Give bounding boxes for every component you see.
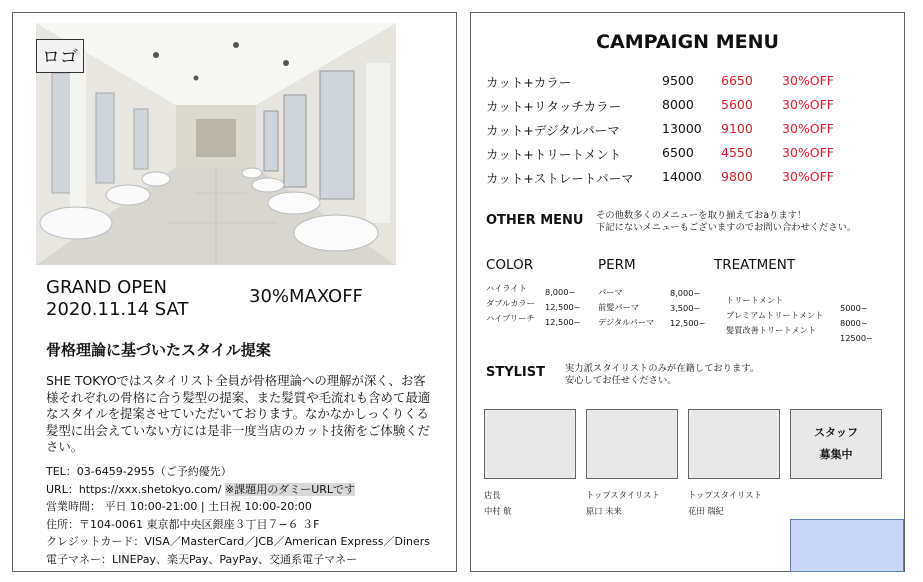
perm-heading: PERM <box>598 257 636 273</box>
campaign-item-price: 14000 <box>662 169 702 184</box>
campaign-item-sale: 5600 <box>721 97 753 112</box>
logo-placeholder: ロゴ <box>36 39 84 73</box>
treatment-item: トリートメント <box>726 295 784 305</box>
grand-open-heading <box>46 277 188 321</box>
flyer-front <box>12 12 457 572</box>
other-menu-heading: OTHER MENU <box>486 213 584 228</box>
staff-recruit-box <box>790 409 882 479</box>
stylist-note <box>565 363 759 387</box>
campaign-item-sale: 4550 <box>721 145 753 160</box>
campaign-item-sale: 9800 <box>721 169 753 184</box>
campaign-item-off: 30%OFF <box>782 169 835 184</box>
color-heading: COLOR <box>486 257 534 273</box>
treatment-items <box>726 293 823 338</box>
staff-photo-placeholder <box>484 409 576 479</box>
stylist-note-line: 実力派スタイリストのみが在籍しております。 <box>565 363 760 374</box>
staff-caption <box>484 487 512 519</box>
url-note: ※課題用のダミーURLです <box>225 482 356 496</box>
hours-line: 営業時間： 平日 10:00-21:00 | 土日祝 10:00-20:00 <box>46 500 312 513</box>
color-prices <box>545 285 581 330</box>
treatment-heading: TREATMENT <box>714 257 796 273</box>
campaign-item-off: 30%OFF <box>782 97 835 112</box>
concept-heading: 骨格理論に基づいたスタイル提案 <box>46 341 271 359</box>
campaign-item-off: 30%OFF <box>782 73 835 88</box>
campaign-item-price: 13000 <box>662 121 702 136</box>
staff-role: トップスタイリスト <box>586 490 660 500</box>
other-menu-note-line: 下記にないメニューもございますのでお問い合わせください。 <box>596 222 857 233</box>
campaign-item-sale: 9100 <box>721 121 753 136</box>
perm-item: パーマ <box>598 287 623 297</box>
color-item: ハイブリーチ <box>486 313 535 323</box>
recruit-label: 募集中 <box>819 448 853 461</box>
color-price: 12,500~ <box>545 317 581 327</box>
max-off-label: 30%MAXOFF <box>249 286 363 307</box>
concept-description: SHE TOKYOではスタイリスト全員が骨格理論への理解が深く、お客様それぞれの骨格に合う髪型の提案、また髪質や毛流れも含めて最適なスタイルを提案させていただいております。なかなかしっくりくる髪型に出会えていない方には是非一度当店のカット技術をご体験ください。 <box>46 373 431 454</box>
staff-name: 原口 未来 <box>586 506 622 516</box>
treatment-price: 5000~ <box>840 303 868 313</box>
grand-open-label: GRAND OPEN <box>46 277 167 298</box>
staff-photo-placeholder <box>586 409 678 479</box>
campaign-item-price: 9500 <box>662 73 694 88</box>
color-item: ハイライト <box>486 283 527 293</box>
perm-items <box>598 285 654 330</box>
perm-item: 前髪パーマ <box>598 302 639 312</box>
flyer-back <box>470 12 905 572</box>
staff-role: トップスタイリスト <box>688 490 762 500</box>
campaign-item-off: 30%OFF <box>782 145 835 160</box>
color-price: 12,500~ <box>545 302 581 312</box>
color-items <box>486 281 535 326</box>
staff-role: 店長 <box>484 490 501 500</box>
perm-item: デジタルパーマ <box>598 317 655 327</box>
treatment-price: 8000~ <box>840 318 868 328</box>
cards-line: クレジットカード：VISA／MasterCard／JCB／American Express／Diners <box>46 535 430 548</box>
campaign-item-price: 8000 <box>662 97 694 112</box>
campaign-item-price: 6500 <box>662 145 694 160</box>
perm-price: 8,000~ <box>670 288 701 298</box>
stylist-note-line: 安心してお任せください。 <box>565 375 677 386</box>
stylist-heading: STYLIST <box>486 365 545 380</box>
perm-price: 3,500~ <box>670 303 701 313</box>
staff-name: 花田 瑞紀 <box>688 506 724 516</box>
perm-price: 12,500~ <box>670 318 706 328</box>
open-date: 2020.11.14 SAT <box>46 299 189 320</box>
tel-line: TEL：03-6459-2955（ご予約優先） <box>46 465 232 478</box>
recruit-label: スタッフ <box>814 426 858 439</box>
other-menu-note-line: その他数多くのメニューを取り揃えておaります！ <box>596 210 807 221</box>
treatment-prices <box>840 301 873 346</box>
campaign-item-name: カット+リタッチカラー <box>486 99 622 114</box>
color-item: ダブルカラー <box>486 298 535 308</box>
contact-info <box>46 463 430 568</box>
other-menu-note <box>596 210 856 234</box>
treatment-price: 12500~ <box>840 333 873 343</box>
salon-interior-photo <box>36 23 396 265</box>
campaign-item-name: カット+トリートメント <box>486 147 622 162</box>
url-line <box>46 481 430 499</box>
address-line: 住所：〒104-0061 東京都中央区銀座３丁目７−６ ３F <box>46 517 320 531</box>
campaign-item-name: カット+カラー <box>486 75 572 90</box>
treatment-item: 髪質改善トリートメント <box>726 325 816 335</box>
selection-box[interactable] <box>790 519 904 572</box>
staff-name: 中村 航 <box>484 506 512 516</box>
campaign-item-off: 30%OFF <box>782 121 835 136</box>
campaign-item-sale: 6650 <box>721 73 753 88</box>
url-text: URL：https://xxx.shetokyo.com/ <box>46 482 226 496</box>
color-price: 8,000~ <box>545 287 576 297</box>
e-money-line: 電子マネー：LINEPay、楽天Pay、PayPay、交通系電子マネー <box>46 552 358 566</box>
staff-caption <box>586 487 660 519</box>
campaign-title: CAMPAIGN MENU <box>596 31 779 53</box>
campaign-item-name: カット+デジタルパーマ <box>486 123 620 138</box>
campaign-item-name: カット+ストレートパーマ <box>486 171 634 186</box>
staff-caption <box>688 487 762 519</box>
staff-photo-placeholder <box>688 409 780 479</box>
perm-prices <box>670 286 706 331</box>
treatment-item: プレミアムトリートメント <box>726 310 824 320</box>
